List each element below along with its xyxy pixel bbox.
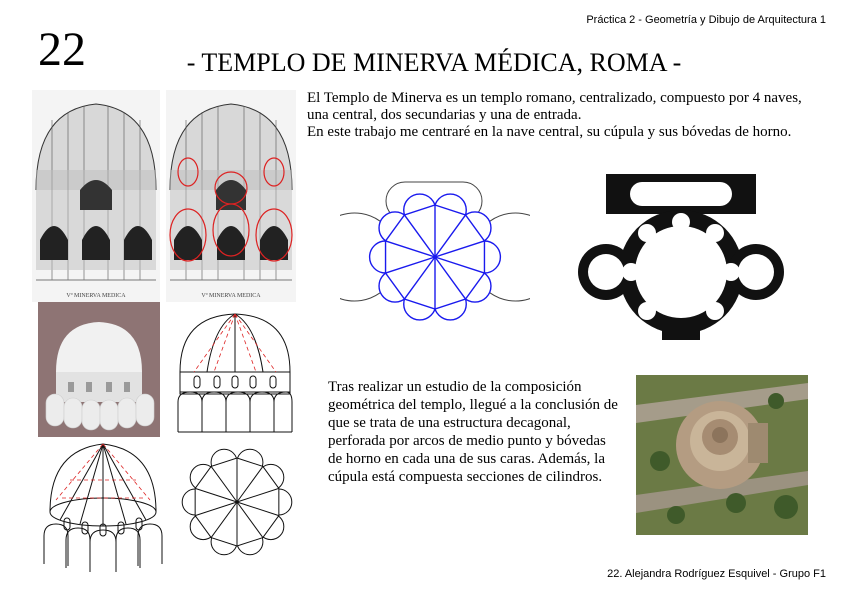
sheet-number: 22 [38, 23, 86, 76]
conclusion-text: Tras realizar un estudio de la composición geométrica del templo, llegué a la conclusión de que se trata de una estructura decagonal, perforada por arcos de medio punto y bóvedas de horno en cada una de sus caras. Además, la cúpula está compuesta secciones de cilindros. [328, 379, 618, 485]
elevation-drawing [174, 312, 296, 434]
black-plan [576, 172, 786, 340]
decagon-outline-plan [178, 440, 296, 564]
engraving-right-caption: Vº MINERVA MEDICA [201, 293, 261, 299]
decagon-plan-diagram [340, 180, 530, 330]
intro-paragraph-1: El Templo de Minerva es un templo romano, centralizado, compuesto por 4 naves, una central, dos secundarias y una de entrada. [307, 90, 802, 123]
engraving-original [32, 90, 160, 302]
intro-text [307, 90, 812, 141]
engraving-analysed [166, 90, 296, 302]
aerial-photo [636, 375, 808, 535]
page-title: - TEMPLO DE MINERVA MÉDICA, ROMA - [186, 48, 682, 77]
course-header: Práctica 2 - Geometría y Dibujo de Arquitectura 1 [586, 14, 826, 26]
author-footer: 22. Alejandra Rodríguez Esquivel - Grupo F1 [607, 568, 826, 580]
engraving-left-caption: Vº MINERVA MEDICA [66, 293, 126, 299]
intro-paragraph-2: En este trabajo me centraré en la nave central, su cúpula y sus bóvedas de horno. [307, 124, 792, 140]
axonometric-drawing [40, 440, 166, 576]
dome-render [38, 302, 160, 437]
